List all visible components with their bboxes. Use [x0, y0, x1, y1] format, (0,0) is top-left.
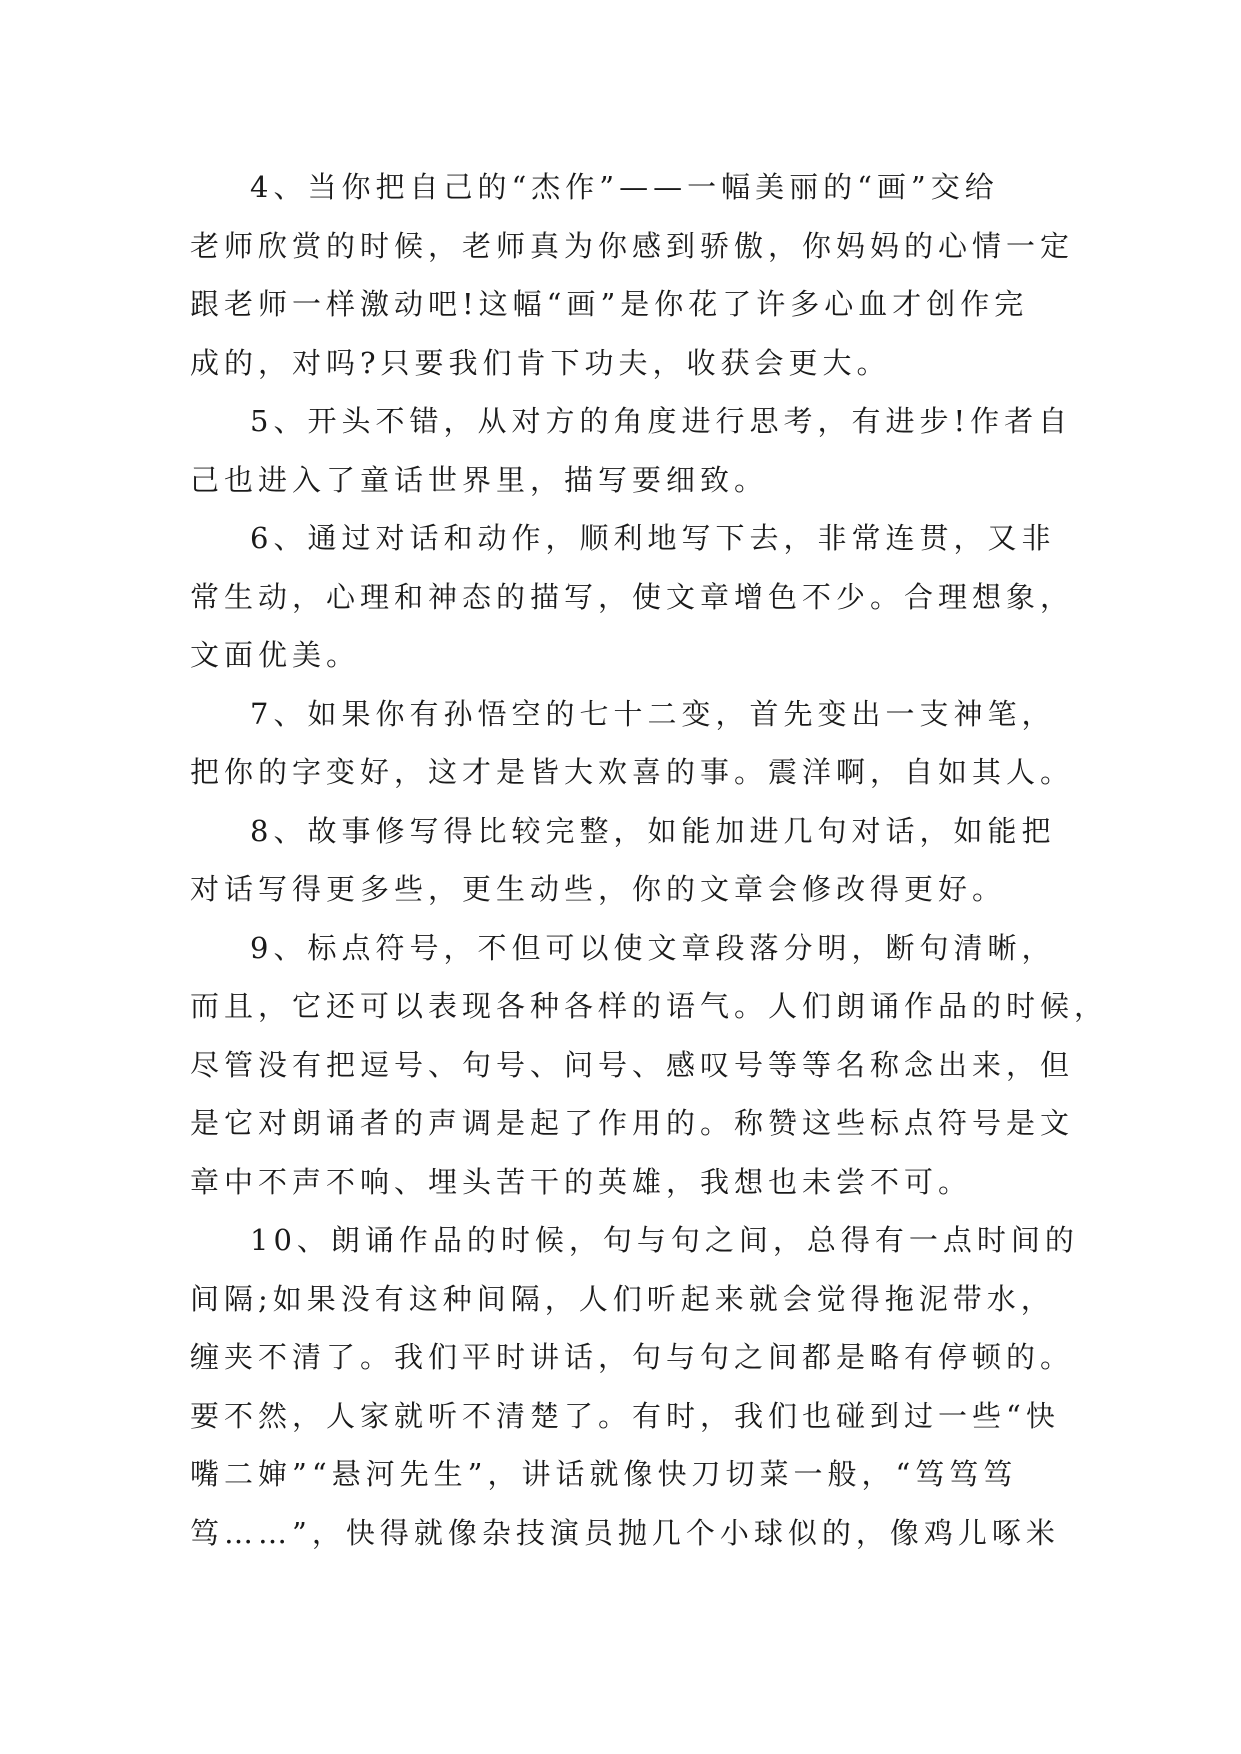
text-line: 缠夹不清了。我们平时讲话，句与句之间都是略有停顿的。: [190, 1340, 1075, 1374]
paragraph-10: [190, 1211, 1079, 1562]
text-line: 是它对朗诵者的声调是起了作用的。称赞这些标点符号是文: [190, 1106, 1075, 1140]
text-line: 成的，对吗?只要我们肯下功夫，收获会更大。: [190, 345, 891, 380]
text-line: 老师欣赏的时候，老师真为你感到骄傲，你妈妈的心情一定: [190, 228, 1075, 263]
text-line: 尽管没有把逗号、句号、问号、感叹号等等名称念出来，但: [190, 1047, 1075, 1082]
text-line: 8、故事修写得比较完整，如能加进几句对话，如能把: [250, 813, 1056, 848]
paragraph-9: [190, 919, 1109, 1212]
text-line: 跟老师一样激动吧!这幅“画”是你花了许多心血才创作完: [190, 287, 1029, 321]
text-line: 笃……”，快得就像杂技演员抛几个小球似的，像鸡儿啄米: [190, 1515, 1060, 1550]
text-line: 7、如果你有孙悟空的七十二变，首先变出一支神笔，: [250, 696, 1056, 731]
text-line: 文面优美。: [190, 638, 361, 672]
paragraph-7: [190, 685, 1075, 802]
paragraph-5: [190, 392, 1073, 509]
text-line: 4、当你把自己的“杰作”——一幅美丽的“画”交给: [250, 170, 999, 204]
text-line: 常生动，心理和神态的描写，使文章增色不少。合理想象，: [190, 579, 1075, 614]
text-line: 对话写得更多些，更生动些，你的文章会修改得更好。: [190, 872, 1007, 906]
text-line: 而且，它还可以表现各种各样的语气。人们朗诵作品的时候，: [190, 989, 1109, 1023]
text-line: 嘴二婶”“悬河先生”，讲话就像快刀切菜一般，“笃笃笃: [190, 1457, 1018, 1491]
paragraph-6: [190, 509, 1075, 685]
text-line: 要不然，人家就听不清楚了。有时，我们也碰到过一些“快: [190, 1398, 1060, 1433]
text-line: 9、标点符号，不但可以使文章段落分明，断句清晰，: [250, 930, 1056, 965]
text-line: 6、通过对话和动作，顺利地写下去，非常连贯，又非: [250, 521, 1056, 555]
paragraph-8: [190, 802, 1070, 919]
text-line: 间隔;如果没有这种间隔，人们听起来就会觉得拖泥带水，: [190, 1281, 1055, 1316]
text-line: 章中不声不响、埋头苦干的英雄，我想也未尝不可。: [190, 1164, 973, 1199]
text-line: 5、开头不错，从对方的角度进行思考，有进步!作者自: [250, 404, 1073, 438]
text-line: 10、朗诵作品的时候，句与句之间，总得有一点时间的: [250, 1223, 1079, 1257]
paragraph-4: [190, 158, 1075, 392]
text-line: 把你的字变好，这才是皆大欢喜的事。震洋啊，自如其人。: [190, 755, 1075, 789]
text-line: 己也进入了童话世界里，描写要细致。: [190, 462, 769, 497]
document-body: [190, 158, 1109, 1562]
